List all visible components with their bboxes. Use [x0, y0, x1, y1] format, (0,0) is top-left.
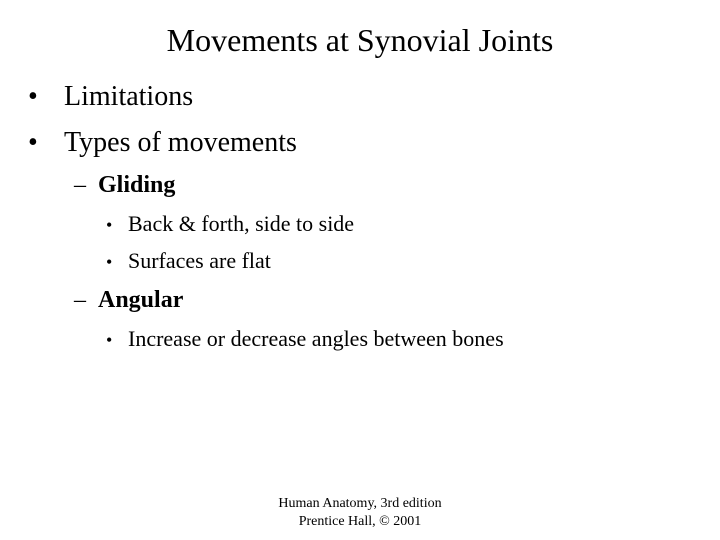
bullet-marker: •	[106, 215, 113, 235]
bullet-text: Limitations	[64, 81, 194, 112]
subheading-gliding	[74, 170, 175, 200]
subheading-text: Angular	[98, 287, 184, 313]
footer-line-edition: Human Anatomy, 3rd edition	[278, 496, 442, 511]
bullet-types-of-movements	[28, 126, 297, 160]
subheading-text: Gliding	[98, 172, 176, 198]
dash-marker: –	[74, 287, 86, 313]
sub-bullet-angles	[106, 325, 504, 354]
bullet-text: Types of movements	[64, 127, 297, 158]
bullet-marker: •	[28, 81, 38, 112]
bullet-marker: •	[28, 127, 38, 158]
subheading-angular	[74, 285, 183, 315]
slide-title: Movements at Synovial Joints	[166, 22, 554, 58]
sub-bullet-text: Increase or decrease angles between bones	[128, 326, 504, 351]
bullet-limitations	[28, 80, 193, 114]
dash-marker: –	[74, 172, 86, 198]
sub-bullet-text: Surfaces are flat	[128, 248, 271, 273]
footer-line-publisher: Prentice Hall, © 2001	[298, 514, 422, 529]
bullet-marker: •	[106, 252, 113, 272]
sub-bullet-surfaces-flat	[106, 247, 271, 276]
sub-bullet-back-forth	[106, 210, 354, 239]
slide-footer	[0, 495, 720, 531]
sub-bullet-text: Back & forth, side to side	[128, 211, 355, 236]
bullet-marker: •	[106, 330, 113, 350]
